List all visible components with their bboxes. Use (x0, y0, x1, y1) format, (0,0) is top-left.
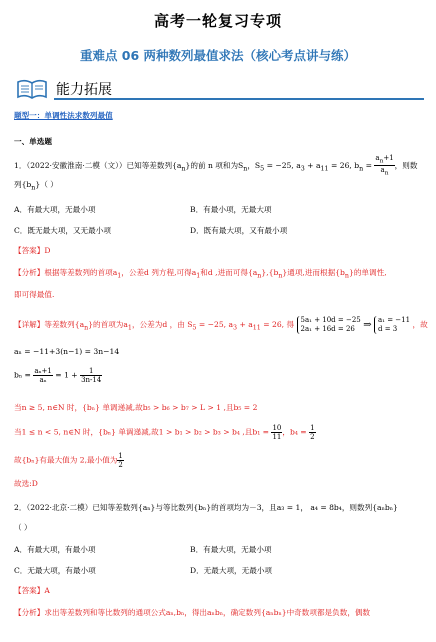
q1-option-b[interactable]: B．有最小项，无最大项 (190, 205, 272, 214)
detail-part: + a (237, 320, 253, 329)
q1-stem-line2: 列$\{b_n\}$（ ） (14, 180, 58, 192)
system-line: 2a₁ + 16d = 26 (300, 325, 355, 333)
frac-den: 2 (310, 433, 315, 441)
q2-option-b[interactable]: B．有最大项，无最小项 (190, 545, 272, 554)
q1-fraction: $\frac{a_n+1}{a_n}$ (375, 154, 394, 177)
q1-stem-part: }（ ） (35, 180, 58, 189)
conclusion-part: 故{bₙ}有最大值为 2,最小值为 (14, 455, 118, 465)
q2-stem-line2: （ ） (14, 523, 32, 532)
equation-system (297, 316, 361, 334)
frac-num: 10 (272, 424, 282, 432)
topic-heading: 题型一：单调性法求数列最值 (14, 111, 113, 120)
frac-den: 3n-14 (81, 376, 102, 384)
solution-line: a₁ = −11 (378, 316, 411, 324)
detail-part: 【详解】等差数列{a (14, 320, 85, 329)
q1-answer: 【答案】D (14, 246, 51, 255)
analysis-part: }的单调性, (348, 268, 387, 277)
min-fraction (117, 452, 123, 469)
solution-line: d = 3 (378, 325, 398, 333)
frac-num: 1 (310, 424, 315, 432)
q1-stem-part: }的前 n 项和为S (185, 160, 244, 170)
eq-part: = 1 + (52, 370, 81, 380)
q1-case-n1-5 (14, 424, 316, 441)
q2-answer: 【答案】A (14, 586, 50, 595)
q1-choose: 故选:D (14, 479, 38, 488)
q1-stem-part: = (363, 160, 375, 170)
frac-num: 1 (118, 452, 123, 460)
q1-eq-an: aₙ = −11+3(n−1) = 3n−14 (14, 347, 120, 356)
analysis-part: }通项,进而根据{b (282, 268, 345, 277)
detail-part: = 26, 得 (260, 320, 295, 329)
q2-option-a[interactable]: A．有最大项，有最小项 (14, 545, 96, 554)
detail-part: ，故 (412, 320, 428, 329)
q1-option-c[interactable]: C．既无最大项，又无最小项 (14, 226, 111, 235)
q1-option-d[interactable]: D．既有最大项，又有最小项 (190, 226, 288, 235)
q1-stem-line1: 1．（2022·安徽淮南·二模（文））已知等差数列$\{a_n\}$的前 n 项和为$S_n$，$S_5 = -25$, $a_3 + a_{11} = 26$, $b_n$ = $\frac{a_n+1}{a_n}$ ，则数 (14, 154, 418, 177)
b1-fraction (271, 424, 282, 441)
frac-den: 11 (272, 433, 282, 441)
q1-conclusion (14, 452, 124, 469)
frac-den: aₙ (39, 376, 47, 384)
q2-analysis: 【分析】求出等差数列和等比数列的通项公式aₙ,bₙ，得出aₙbₙ，确定数列{aₙbₙ}中奇数项都是负数，偶数 (14, 608, 371, 617)
detail-part: ，公差为d ，由 S (131, 320, 193, 329)
system-line: 5a₁ + 10d = −25 (300, 316, 361, 324)
q2-option-d[interactable]: D．无最大项，无最小项 (190, 566, 273, 575)
q1-stem-part: 1．（2022·安徽淮南·二模（文））已知等差数列{a (14, 160, 182, 170)
case-part: ，b₄ = (282, 427, 310, 437)
implies-arrow: ⇒ (363, 319, 372, 331)
q1-stem-part: 列{b (14, 180, 32, 189)
frac-den: 2 (118, 461, 123, 469)
analysis-part: ，公差d 列方程,可得a (121, 268, 197, 277)
q1-detail-line1: 【详解】等差数列$\{a_n\}$的首项为$a_1$，公差为d ，由 $S_5 = -25$, $a_3 + a_{11} = 26$, 得 5a₁ + 10d = −25 2a₁ + 16d = 26 ⇒ a₁ = −11 d = 3 ，故 (14, 316, 428, 333)
q1-option-a[interactable]: A．有最大项，无最小项 (14, 205, 96, 214)
eq-part: bₙ = (14, 370, 34, 380)
frac-num: a (375, 154, 380, 162)
case-part: 当1 ≤ n < 5, n∈N 时，{bₙ} 单调递减,故1 > b₁ > b₂ > b₃ > b₄ ,且b₁ = (14, 427, 272, 437)
analysis-part: 【分析】根据等差数列的首项a (14, 268, 118, 277)
q1-stem-part: + a (304, 160, 321, 170)
page-title: 高考一轮复习专项 (153, 12, 282, 30)
frac-num: 1 (80, 367, 102, 376)
b4-fraction (309, 424, 315, 441)
q1-eq-bn (14, 367, 102, 384)
frac-den: a (380, 166, 385, 175)
bn-fraction (33, 367, 53, 384)
detail-part: = −25, a (196, 320, 234, 329)
q2-option-c[interactable]: C．无最大项，有最小项 (14, 566, 96, 575)
q1-stem-part: = −25, a (264, 160, 301, 170)
section-heading: 一、单选题 (14, 137, 52, 146)
book-icon (16, 78, 48, 100)
q1-stem-part: ，则数 (394, 160, 418, 170)
q1-stem-part: = 26, b (328, 160, 360, 170)
q1-stem-part: ，S (247, 160, 261, 170)
banner-label: 能力拓展 (56, 82, 112, 98)
banner-rule (54, 98, 424, 100)
q1-analysis-line2: 即可得最值. (14, 290, 55, 299)
section-banner (14, 76, 424, 102)
q1-analysis-line1: 【分析】根据等差数列的首项$a_1$，公差d 列方程,可得$a_1$和d ,进而可得$\{a_n\},\{b_n\}$通项,进而根据$\{b_n\}$的单调性, (14, 268, 387, 280)
solution-system (374, 316, 410, 334)
page-subtitle: 重难点 06 两种数列最值求法（核心考点讲与练） (79, 48, 357, 63)
q1-case-n5: 当n ≥ 5, n∈N 时，{bₙ} 单调递减,故b₅ > b₆ > b₇ > L > 1 ,且b₅ = 2 (14, 403, 258, 412)
detail-part: }的首项为a (88, 320, 128, 329)
analysis-part: 和d ,进而可得{a (200, 268, 258, 277)
bn-fraction-2 (80, 367, 102, 384)
frac-num: aₙ+1 (34, 367, 52, 375)
analysis-part: },{b (261, 268, 279, 277)
q2-stem-line1: 2．（2022·北京·二模）已知等差数列{aₙ}与等比数列{bₙ}的首项均为－3，且a₃ = 1， a₄ = 8b₄，则数列{aₙbₙ} (14, 503, 398, 512)
